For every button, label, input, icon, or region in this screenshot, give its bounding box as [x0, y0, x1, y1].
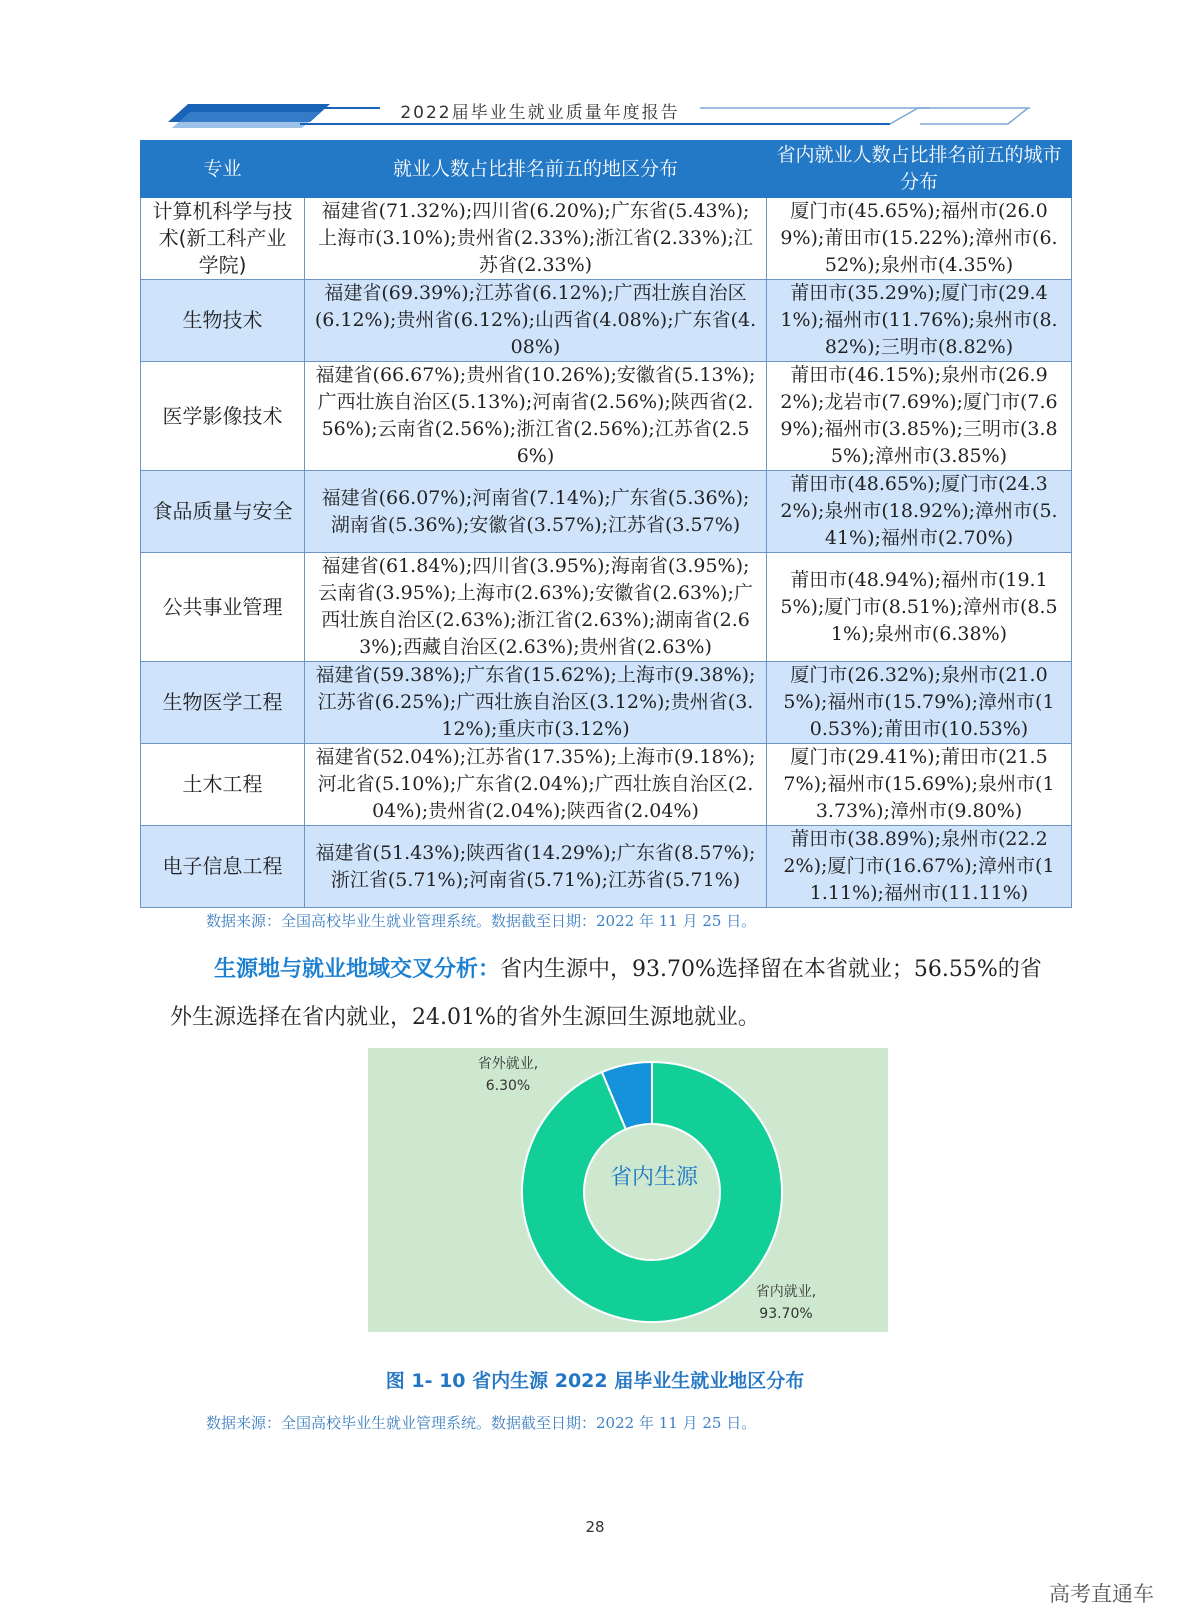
table-header-row — [141, 141, 1072, 198]
donut-slice-in-province — [522, 1062, 782, 1322]
major-cell: 生物医学工程 — [141, 662, 305, 744]
table-row — [141, 471, 1072, 553]
regions-cell: 福建省(66.07%);河南省(7.14%);广东省(5.36%);湖南省(5.36%);安徽省(3.57%);江苏省(3.57%) — [305, 471, 767, 553]
paragraph-body: 省内生源中，93.70%选择留在本省就业；56.55%的省外生源选择在省内就业，24.01%的省外生源回生源地就业。 — [170, 957, 1042, 1030]
regions-cell: 福建省(52.04%);江苏省(17.35%);上海市(9.18%);河北省(5.10%);广东省(2.04%);广西壮族自治区(2.04%);贵州省(2.04%);陕西省(2.04%) — [305, 744, 767, 826]
regions-cell: 福建省(69.39%);江苏省(6.12%);广西壮族自治区(6.12%);贵州省(6.12%);山西省(4.08%);广东省(4.08%) — [305, 280, 767, 362]
data-source-note-2: 数据来源：全国高校毕业生就业管理系统。数据截至日期：2022 年 11 月 25 日。 — [206, 1414, 757, 1432]
cities-cell: 莆田市(48.94%);福州市(19.15%);厦门市(8.51%);漳州市(8.51%);泉州市(6.38%) — [767, 553, 1072, 662]
major-cell: 食品质量与安全 — [141, 471, 305, 553]
cities-cell: 莆田市(48.65%);厦门市(24.32%);泉州市(18.92%);漳州市(5.41%);福州市(2.70%) — [767, 471, 1072, 553]
table-row — [141, 826, 1072, 908]
column-header-major: 专业 — [141, 141, 305, 198]
regions-cell: 福建省(71.32%);四川省(6.20%);广东省(5.43%);上海市(3.10%);贵州省(2.33%);浙江省(2.33%);江苏省(2.33%) — [305, 198, 767, 280]
cities-cell: 莆田市(38.89%);泉州市(22.22%);厦门市(16.67%);漳州市(11.11%);福州市(11.11%) — [767, 826, 1072, 908]
table-row — [141, 744, 1072, 826]
table-row — [141, 662, 1072, 744]
page-number: 28 — [585, 1518, 605, 1536]
donut-chart-panel — [368, 1048, 888, 1332]
table-row — [141, 553, 1072, 662]
column-header-cities: 省内就业人数占比排名前五的城市分布 — [767, 141, 1072, 198]
watermark-text: 高考直通车 — [1049, 1582, 1154, 1606]
regions-cell: 福建省(59.38%);广东省(15.62%);上海市(9.38%);江苏省(6.25%);广西壮族自治区(3.12%);贵州省(3.12%);重庆市(3.12%) — [305, 662, 767, 744]
employment-distribution-table — [140, 140, 1072, 908]
slice-value-out-province: 6.30% — [485, 1078, 531, 1094]
table-row — [141, 198, 1072, 280]
chart-center-label: 省内生源 — [609, 1165, 699, 1190]
donut-chart — [368, 1048, 888, 1332]
data-source-note: 数据来源：全国高校毕业生就业管理系统。数据截至日期：2022 年 11 月 25 日。 — [206, 912, 757, 930]
slice-label-out-province: 省外就业, — [477, 1056, 539, 1072]
regions-cell: 福建省(61.84%);四川省(3.95%);海南省(3.95%);云南省(3.95%);上海市(2.63%);安徽省(2.63%);广西壮族自治区(2.63%);浙江省(2.63%);湖南省(2.63%);西藏自治区(2.63%);贵州省(2.63%) — [305, 553, 767, 662]
figure-caption: 图 1- 10 省内生源 2022 届毕业生就业地区分布 — [385, 1370, 805, 1392]
cities-cell: 莆田市(35.29%);厦门市(29.41%);福州市(11.76%);泉州市(8.82%);三明市(8.82%) — [767, 280, 1072, 362]
cross-analysis-paragraph — [170, 946, 1050, 1042]
major-cell: 计算机科学与技术(新工科产业学院) — [141, 198, 305, 280]
major-cell: 土木工程 — [141, 744, 305, 826]
page-header — [0, 0, 1190, 135]
cities-cell: 厦门市(45.65%);福州市(26.09%);莆田市(15.22%);漳州市(6.52%);泉州市(4.35%) — [767, 198, 1072, 280]
column-header-regions: 就业人数占比排名前五的地区分布 — [305, 141, 767, 198]
slice-value-in-province: 93.70% — [759, 1306, 813, 1322]
major-cell: 生物技术 — [141, 280, 305, 362]
regions-cell: 福建省(66.67%);贵州省(10.26%);安徽省(5.13%);广西壮族自治区(5.13%);河南省(2.56%);陕西省(2.56%);云南省(2.56%);浙江省(2.56%);江苏省(2.56%) — [305, 362, 767, 471]
cities-cell: 厦门市(29.41%);莆田市(21.57%);福州市(15.69%);泉州市(13.73%);漳州市(9.80%) — [767, 744, 1072, 826]
major-cell: 医学影像技术 — [141, 362, 305, 471]
table-row — [141, 362, 1072, 471]
report-title: 2022届毕业生就业质量年度报告 — [400, 103, 680, 123]
major-cell: 公共事业管理 — [141, 553, 305, 662]
table-row — [141, 280, 1072, 362]
paragraph-heading: 生源地与就业地域交叉分析： — [214, 957, 501, 982]
cities-cell: 厦门市(26.32%);泉州市(21.05%);福州市(15.79%);漳州市(10.53%);莆田市(10.53%) — [767, 662, 1072, 744]
slice-label-in-province: 省内就业, — [755, 1284, 817, 1300]
cities-cell: 莆田市(46.15%);泉州市(26.92%);龙岩市(7.69%);厦门市(7.69%);福州市(3.85%);三明市(3.85%);漳州市(3.85%) — [767, 362, 1072, 471]
regions-cell: 福建省(51.43%);陕西省(14.29%);广东省(8.57%);浙江省(5.71%);河南省(5.71%);江苏省(5.71%) — [305, 826, 767, 908]
major-cell: 电子信息工程 — [141, 826, 305, 908]
